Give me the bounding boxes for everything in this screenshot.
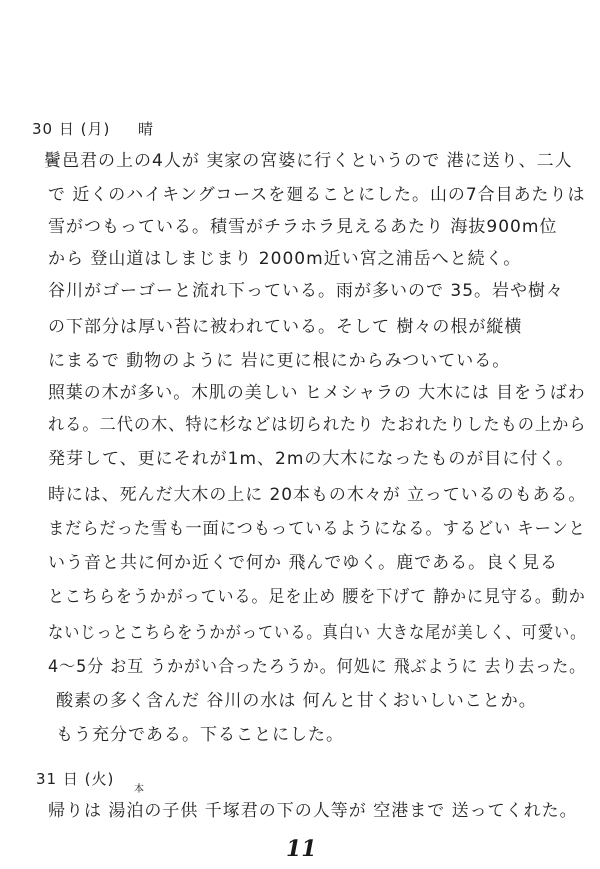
entry-30-line-3: 雪がつもっている。積雪がチラホラ見えるあたり 海抜900m位 (48, 217, 558, 237)
entry-30-line-16: 4～5分 お互 うかがい合ったろうか。何処に 飛ぶように 去り去った。 (48, 657, 587, 677)
entry-31-date: 31 日 (火) (36, 770, 115, 788)
entry-30-line-2: で 近くのハイキングコースを廻ることにした。山の7合目あたりは (48, 185, 586, 205)
entry-30-line-14: とこちらをうかがっている。足を止め 腰を下げて 静かに見守る。動か (48, 587, 586, 607)
page-number: 11 (286, 836, 317, 862)
entry-30-line-15: ないじっとこちらをうかがっている。真白い 大きな尾が美しく、可愛い。 (48, 623, 587, 643)
entry-30-date: 30 日 (月) (32, 120, 111, 138)
entry-30-weather: 晴 (138, 120, 155, 138)
entry-30-line-18: もう充分である。下ることにした。 (56, 725, 344, 745)
entry-30-line-17: 酸素の多く含んだ 谷川の水は 何んと甘くおいしいことか。 (56, 691, 537, 711)
entry-30-line-7: にまるで 動物のように 岩に更に根にからみついている。 (48, 351, 511, 371)
entry-30-line-13: いう音と共に何か近くで何か 飛んでゆく。鹿である。良く見る (48, 553, 559, 573)
entry-30-line-1: 鬢邑君の上の4人が 実家の宮婆に行くというので 港に送り、二人 (44, 151, 573, 171)
furigana-annotation: 本 (134, 784, 144, 795)
entry-30-line-4: から 登山道はしまじまり 2000m近い宮之浦岳へと続く。 (48, 249, 522, 269)
entry-30-line-6: の下部分は厚い苔に被われている。そして 樹々の根が縦横 (48, 317, 523, 337)
entry-31-line-1: 帰りは 湯泊の子供 千塚君の下の人等が 空港まで 送ってくれた。 (48, 801, 578, 821)
entry-30-line-5: 谷川がゴーゴーと流れ下っている。雨が多いので 35。岩や樹々 (48, 281, 565, 301)
entry-30-line-12: まだらだった雪も一面につもっているようになる。するどい キーンと (48, 519, 586, 539)
entry-30-line-9: れる。二代の木、特に杉などは切られたり たおれたりしたもの上から (48, 415, 587, 435)
entry-30-line-11: 時には、死んだ大木の上に 20本もの木々が 立っているのもある。 (48, 485, 587, 505)
entry-30-line-10: 発芽して、更にそれが1m、2mの大木になったものが目に付く。 (48, 449, 575, 469)
entry-30-line-8: 照葉の木が多い。木肌の美しい ヒメシャラの 大木には 目をうばわ (48, 383, 586, 403)
